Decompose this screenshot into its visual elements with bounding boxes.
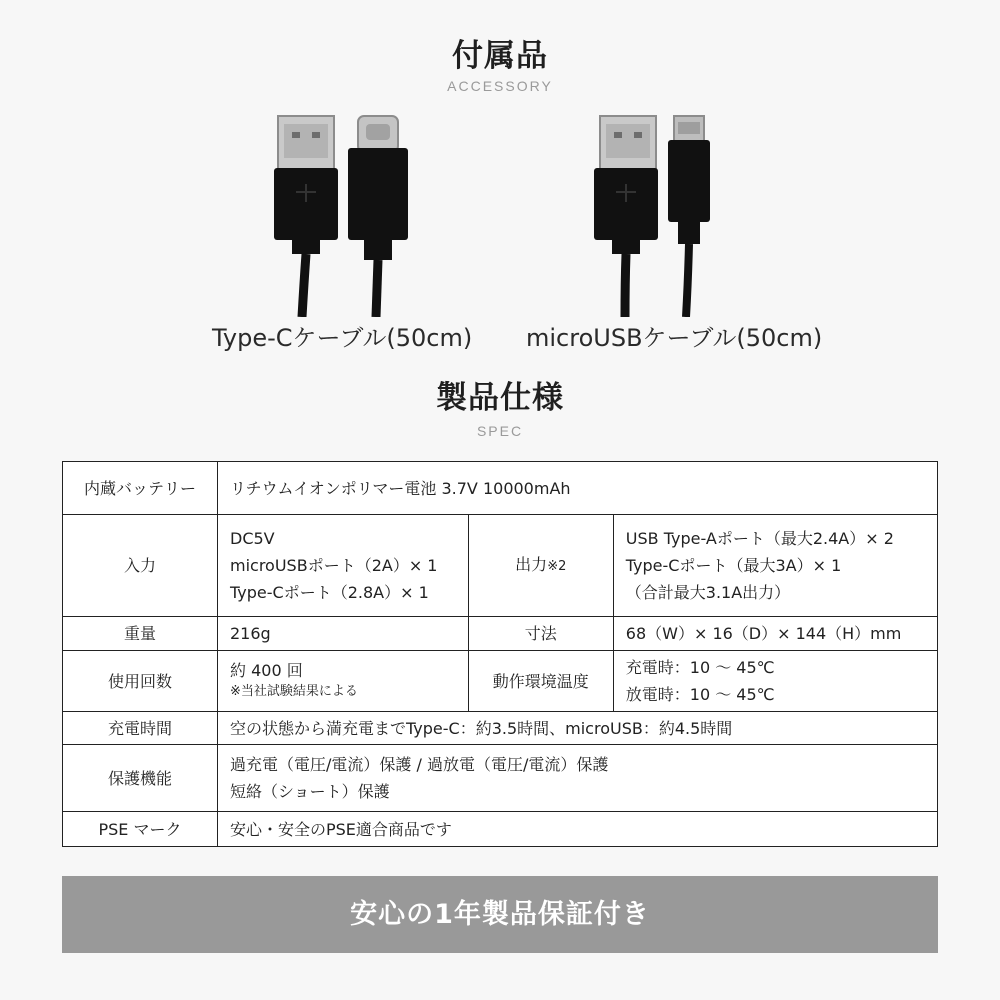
size-value: 68（W）× 16（D）× 144（H）mm bbox=[613, 617, 937, 651]
charge-time-label: 充電時間 bbox=[63, 712, 218, 745]
pse-label: PSE マーク bbox=[63, 812, 218, 847]
table-row bbox=[63, 651, 938, 712]
protection-line: 過充電（電圧/電流）保護 / 過放電（電圧/電流）保護 bbox=[230, 755, 609, 774]
micro-usb-cable-image bbox=[570, 112, 850, 317]
input-line: DC5V bbox=[230, 529, 275, 548]
input-label: 入力 bbox=[63, 515, 218, 617]
input-line: Type-Cポート（2.8A）× 1 bbox=[230, 583, 429, 602]
cycles-label: 使用回数 bbox=[63, 651, 218, 712]
spec-title: 製品仕様 bbox=[436, 380, 564, 416]
input-line: microUSBポート（2A）× 1 bbox=[230, 556, 438, 575]
input-value bbox=[218, 515, 469, 617]
pse-value: 安心・安全のPSE適合商品です bbox=[218, 812, 938, 847]
type-c-cable-label: Type-Cケーブル(50cm) bbox=[212, 324, 473, 352]
temperature-line: 充電時：10 〜 45℃ bbox=[625, 658, 775, 677]
weight-value: 216g bbox=[218, 617, 469, 651]
table-row bbox=[63, 812, 938, 847]
micro-usb-cable-label: microUSBケーブル(50cm) bbox=[526, 324, 823, 352]
protection-line: 短絡（ショート）保護 bbox=[230, 782, 390, 801]
temperature-value bbox=[613, 651, 937, 712]
weight-label: 重量 bbox=[63, 617, 218, 651]
warranty-banner: 安心の1年製品保証付き bbox=[62, 876, 938, 953]
spec-subtitle: SPEC bbox=[476, 423, 524, 439]
output-line: （合計最大3.1A出力） bbox=[625, 583, 791, 602]
accessory-title: 付属品 bbox=[452, 38, 548, 74]
output-line: USB Type-Aポート（最大2.4A）× 2 bbox=[625, 529, 894, 548]
output-line: Type-Cポート（最大3A）× 1 bbox=[625, 556, 842, 575]
output-value bbox=[613, 515, 937, 617]
cycles-value-cell bbox=[218, 651, 469, 712]
charge-time-value: 空の状態から満充電までType-C：約3.5時間、microUSB：約4.5時間 bbox=[218, 712, 938, 745]
cycles-value: 約 400 回 bbox=[230, 661, 303, 680]
size-label: 寸法 bbox=[468, 617, 613, 651]
protection-value bbox=[218, 745, 938, 812]
table-row bbox=[63, 712, 938, 745]
battery-label: 内蔵バッテリー bbox=[63, 462, 218, 515]
type-c-cable-image bbox=[240, 112, 520, 317]
table-row bbox=[63, 617, 938, 651]
table-row bbox=[63, 745, 938, 812]
protection-label: 保護機能 bbox=[63, 745, 218, 812]
table-row bbox=[63, 515, 938, 617]
spec-table bbox=[62, 461, 938, 847]
output-label-cell bbox=[468, 515, 613, 617]
battery-value: リチウムイオンポリマー電池 3.7V 10000mAh bbox=[218, 462, 938, 515]
output-note: ※2 bbox=[547, 559, 567, 574]
table-row bbox=[63, 462, 938, 515]
temperature-line: 放電時：10 〜 45℃ bbox=[625, 685, 775, 704]
cycles-note: ※当社試験結果による bbox=[230, 684, 358, 699]
temperature-label: 動作環境温度 bbox=[468, 651, 613, 712]
accessory-subtitle: ACCESSORY bbox=[447, 78, 553, 94]
output-label: 出力 bbox=[515, 555, 548, 574]
